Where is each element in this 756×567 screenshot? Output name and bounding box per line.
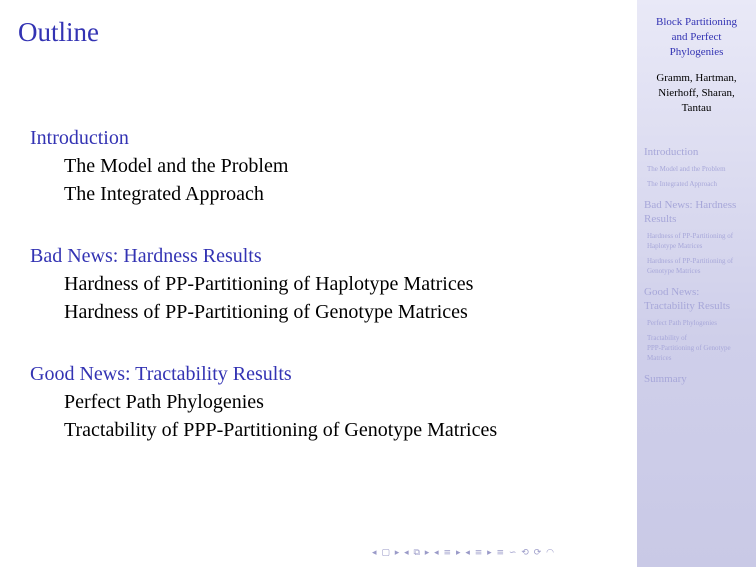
outline-section-1 <box>30 124 497 208</box>
sidebar-section-good-news[interactable] <box>644 285 754 313</box>
outline-subsection[interactable]: Tractability of PPP-Partitioning of Genotype Matrices <box>64 419 498 441</box>
outline-subsection[interactable]: Hardness of PP-Partitioning of Genotype Matrices <box>64 301 468 323</box>
sidebar-section-line: Tractability Results <box>644 300 731 312</box>
sidebar-subsection-line: Genotype Matrices <box>647 267 701 275</box>
sidebar-section-line: Introduction <box>644 146 699 158</box>
outline-section-3 <box>30 360 497 444</box>
sidebar-section-line: Summary <box>644 373 687 385</box>
navigation-symbols[interactable]: ◂ ▢ ▸ ◂ ⧉ ▸ ◂ ≡ ▸ ◂ ≡ ▸ ≡ ∽ ⟲ ⟳ ◠ <box>372 548 555 558</box>
sidebar-subsection-line: Matrices <box>647 354 672 362</box>
sidebar-subsection[interactable] <box>644 164 754 174</box>
sidebar-title-line: Phylogenies <box>669 46 724 58</box>
sidebar-subsection-line: The Model and the Problem <box>647 165 726 173</box>
sidebar-author-line: Tantau <box>681 102 712 114</box>
sidebar-subsection-line: Perfect Path Phylogenies <box>647 319 717 327</box>
sidebar-subsection[interactable] <box>644 231 754 251</box>
outline-section-title[interactable]: Good News: Tractability Results <box>30 363 292 385</box>
sidebar-section-bad-news[interactable] <box>644 198 754 226</box>
sidebar-author-line: Gramm, Hartman, <box>656 72 737 84</box>
sidebar <box>637 0 756 567</box>
sidebar-subsection[interactable] <box>644 333 754 363</box>
sidebar-section-line: Results <box>644 213 677 225</box>
outline-section-title[interactable]: Bad News: Hardness Results <box>30 245 262 267</box>
sidebar-section-line: Good News: <box>644 286 700 298</box>
sidebar-subsection-line: Hardness of PP-Partitioning of <box>647 232 734 240</box>
sidebar-title-line: Block Partitioning <box>656 16 737 28</box>
outline-list <box>30 124 497 478</box>
sidebar-subsection-line: Haplotype Matrices <box>647 242 703 250</box>
frame-title: Outline <box>18 17 99 47</box>
outline-section-2 <box>30 242 497 326</box>
sidebar-talk-title[interactable] <box>637 15 756 60</box>
sidebar-subsection-line: PPP-Partitioning of Genotype <box>647 344 731 352</box>
outline-subsection[interactable]: Perfect Path Phylogenies <box>64 391 264 413</box>
outline-subsection[interactable]: The Integrated Approach <box>64 183 264 205</box>
outline-section-title[interactable]: Introduction <box>30 127 129 149</box>
sidebar-section-summary[interactable] <box>644 372 754 386</box>
sidebar-subsection-line: The Integrated Approach <box>647 180 717 188</box>
sidebar-section-introduction[interactable] <box>644 145 754 159</box>
sidebar-subsection-line: Tractability of <box>647 334 687 342</box>
sidebar-section-line: Bad News: Hardness <box>644 199 737 211</box>
sidebar-subsection[interactable] <box>644 318 754 328</box>
sidebar-subsection[interactable] <box>644 256 754 276</box>
outline-subsection[interactable]: Hardness of PP-Partitioning of Haplotype Matrices <box>64 273 474 295</box>
sidebar-subsection[interactable] <box>644 179 754 189</box>
outline-subsection[interactable]: The Model and the Problem <box>64 155 289 177</box>
sidebar-title-line: and Perfect <box>671 31 722 43</box>
sidebar-authors <box>637 71 756 116</box>
sidebar-toc <box>644 136 754 386</box>
sidebar-subsection-line: Hardness of PP-Partitioning of <box>647 257 734 265</box>
sidebar-author-line: Nierhoff, Sharan, <box>658 87 735 99</box>
